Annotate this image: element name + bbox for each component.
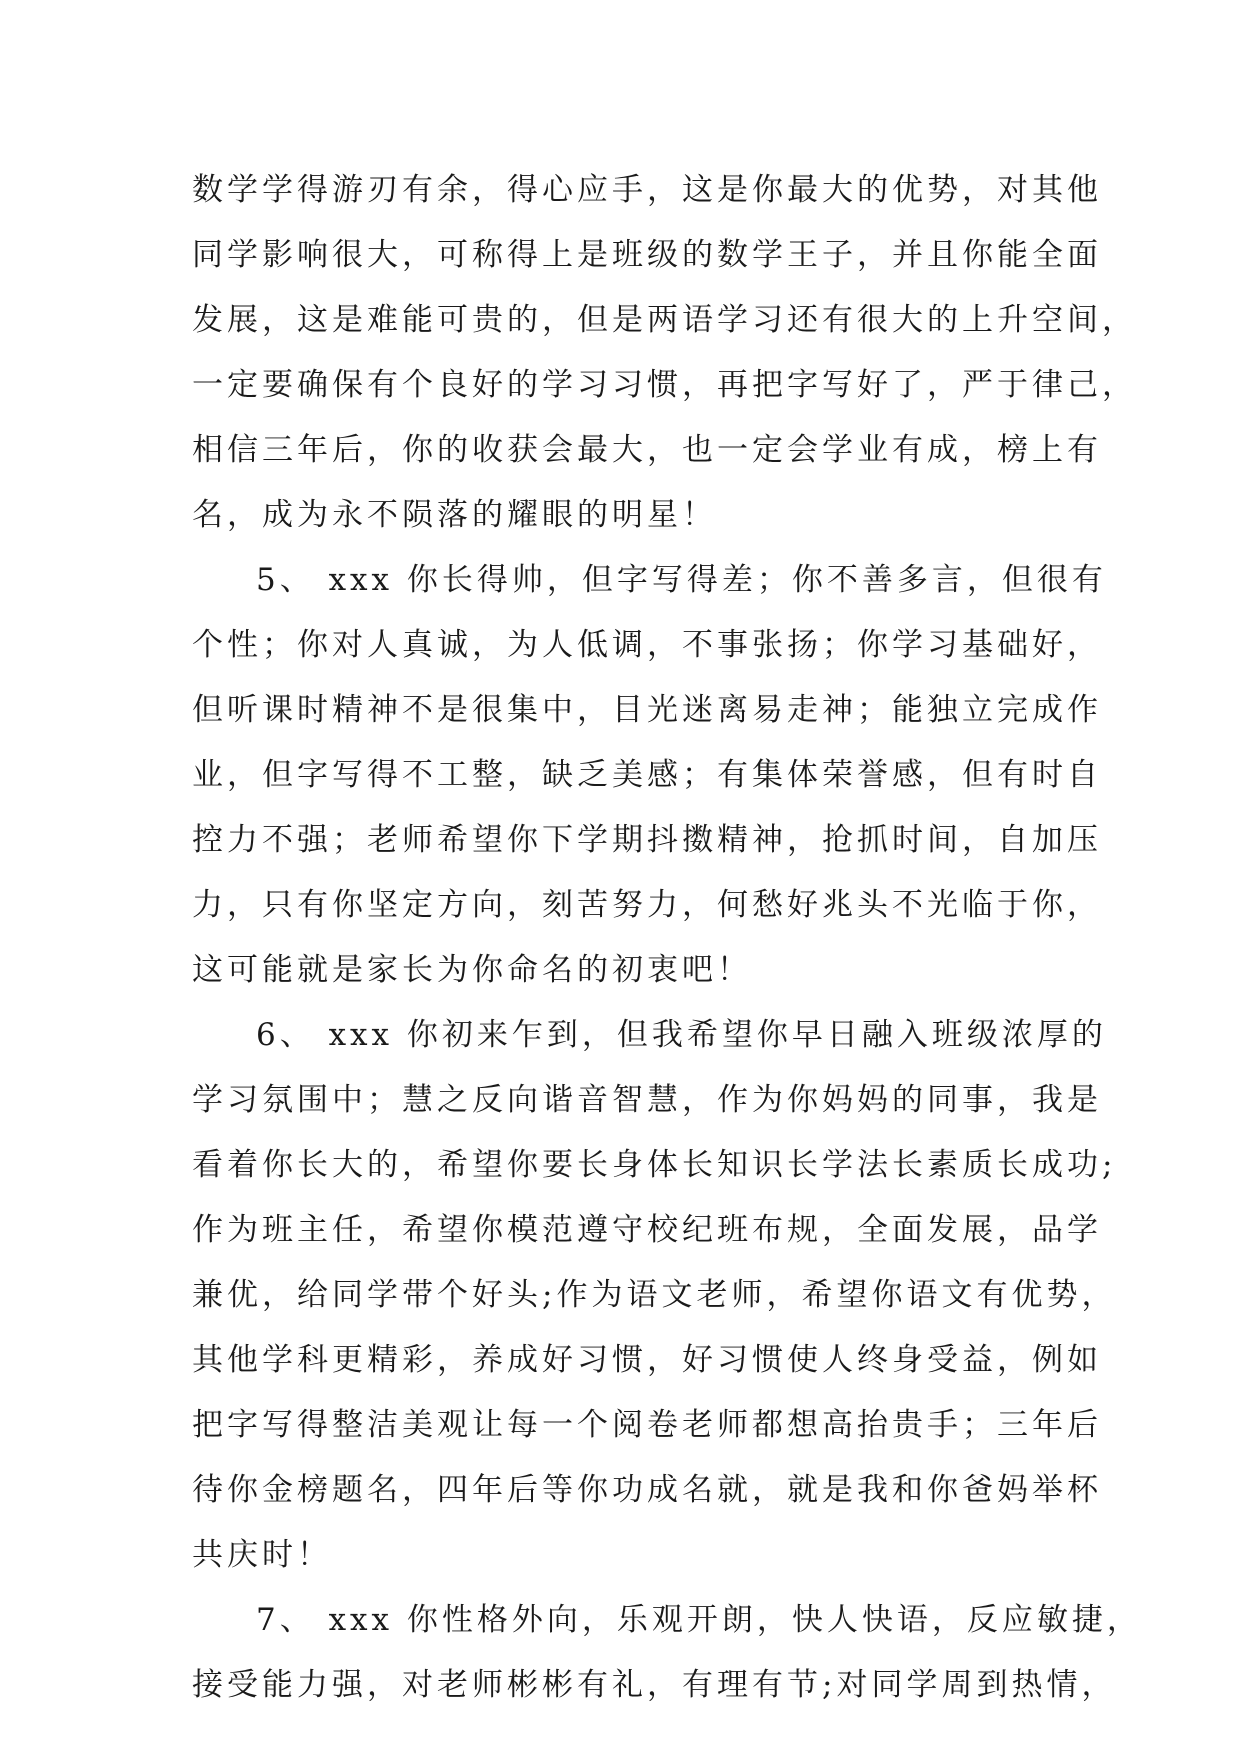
paragraph-start-6: 6、 xxx 你初来乍到，但我希望你早日融入班级浓厚的 xyxy=(256,1017,1107,1053)
text-line: 接受能力强，对老师彬彬有礼，有理有节;对同学周到热情， xyxy=(192,1667,1117,1703)
document-body xyxy=(192,158,1142,1718)
paragraph-start-7: 7、 xxx 你性格外向，乐观开朗，快人快语，反应敏捷， xyxy=(256,1602,1142,1638)
text-line: 控力不强；老师希望你下学期抖擞精神，抢抓时间，自加压 xyxy=(192,822,1102,858)
text-line: 学习氛围中；慧之反向谐音智慧，作为你妈妈的同事，我是 xyxy=(192,1082,1102,1118)
text-line: 个性；你对人真诚，为人低调，不事张扬；你学习基础好， xyxy=(192,627,1102,663)
text-line: 名，成为永不陨落的耀眼的明星！ xyxy=(192,497,717,533)
text-line: 兼优，给同学带个好头;作为语文老师，希望你语文有优势， xyxy=(192,1277,1117,1313)
text-line: 一定要确保有个良好的学习习惯，再把字写好了，严于律己， xyxy=(192,367,1137,403)
text-line: 发展，这是难能可贵的，但是两语学习还有很大的上升空间， xyxy=(192,302,1137,338)
text-line: 业，但字写得不工整，缺乏美感；有集体荣誉感，但有时自 xyxy=(192,757,1102,793)
text-line: 待你金榜题名，四年后等你功成名就，就是我和你爸妈举杯 xyxy=(192,1472,1102,1508)
paragraph-start-5: 5、 xxx 你长得帅，但字写得差；你不善多言，但很有 xyxy=(256,562,1107,598)
text-line: 共庆时！ xyxy=(192,1537,332,1573)
text-line: 同学影响很大，可称得上是班级的数学王子，并且你能全面 xyxy=(192,237,1102,273)
text-line: 但听课时精神不是很集中，目光迷离易走神；能独立完成作 xyxy=(192,692,1102,728)
text-line: 相信三年后，你的收获会最大，也一定会学业有成，榜上有 xyxy=(192,432,1102,468)
text-line: 把字写得整洁美观让每一个阅卷老师都想高抬贵手；三年后 xyxy=(192,1407,1102,1443)
text-line: 看着你长大的，希望你要长身体长知识长学法长素质长成功; xyxy=(192,1147,1117,1183)
text-line: 作为班主任，希望你模范遵守校纪班布规，全面发展，品学 xyxy=(192,1212,1102,1248)
text-line: 力，只有你坚定方向，刻苦努力，何愁好兆头不光临于你， xyxy=(192,887,1102,923)
text-line: 其他学科更精彩，养成好习惯，好习惯使人终身受益，例如 xyxy=(192,1342,1102,1378)
text-line: 这可能就是家长为你命名的初衷吧！ xyxy=(192,952,752,988)
text-line: 数学学得游刃有余，得心应手，这是你最大的优势，对其他 xyxy=(192,172,1102,208)
